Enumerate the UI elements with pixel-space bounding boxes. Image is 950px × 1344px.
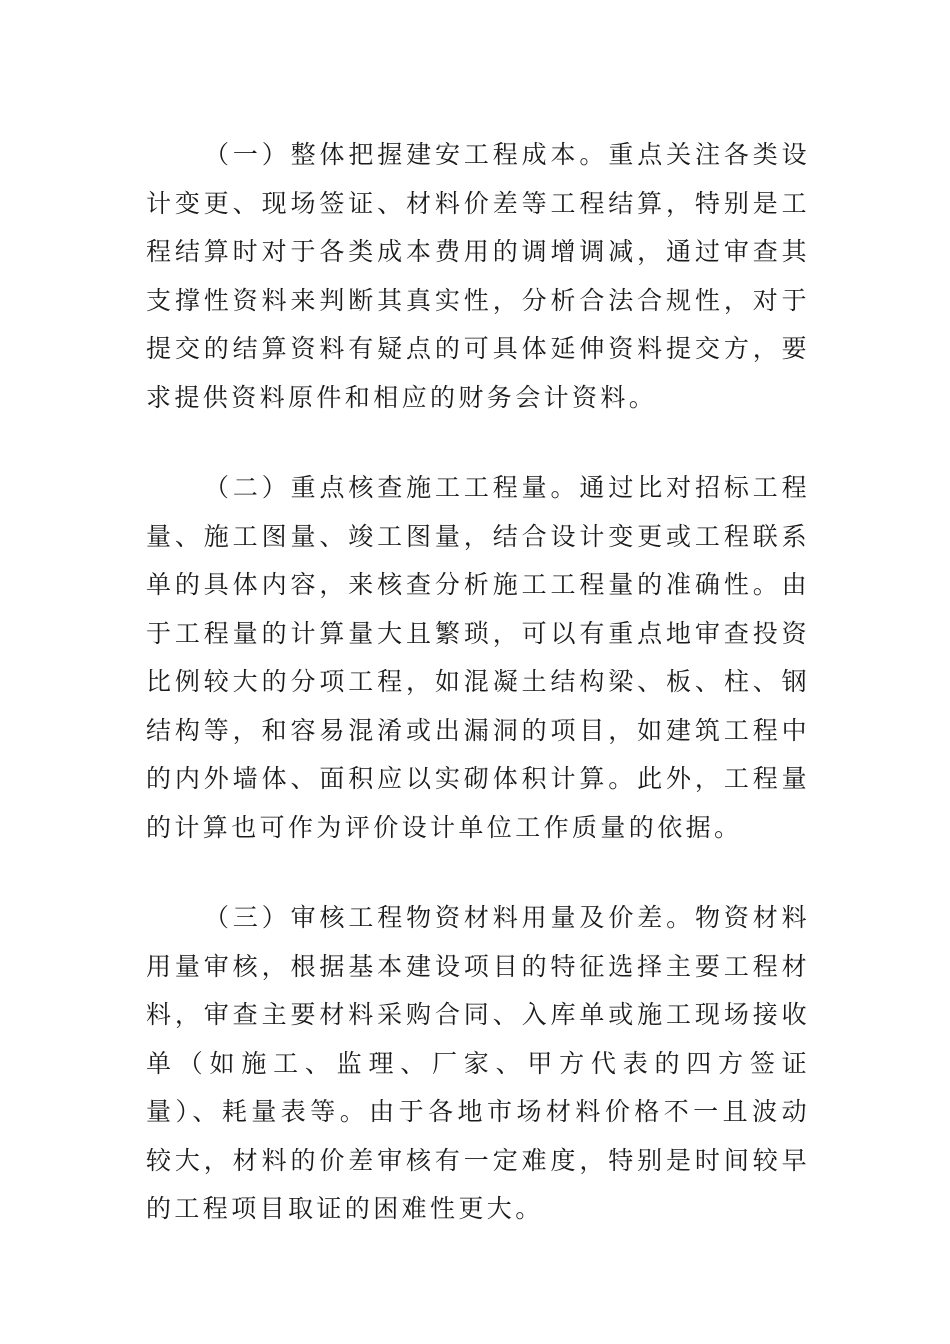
paragraph-2: （二）重点核查施工工程量。通过比对招标工程量、施工图量、竣工图量，结合设计变更或工程联系单的具体内容，来核查分析施工工程量的准确性。由于工程量的计算量大且繁琐，可以有重点地审查投资比例较大的分项工程，如混凝土结构梁、板、柱、钢结构等，和容易混淆或出漏洞的项目，如建筑工程中的内外墙体、面积应以实砌体积计算。此外，工程量的计算也可作为评价设计单位工作质量的依据。 bbox=[146, 473, 810, 842]
paragraph-1: （一）整体把握建安工程成本。重点关注各类设计变更、现场签证、材料价差等工程结算，特别是工程结算时对于各类成本费用的调增调减，通过审查其支撑性资料来判断其真实性，分析合法合规性，对于提交的结算资料有疑点的可具体延伸资料提交方，要求提供资料原件和相应的财务会计资料。 bbox=[146, 140, 810, 412]
paragraph-3: （三）审核工程物资材料用量及价差。物资材料用量审核，根据基本建设项目的特征选择主要工程材料，审查主要材料采购合同、入库单或施工现场接收单（如施工、监理、厂家、甲方代表的四方签证量）、耗量表等。由于各地市场材料价格不一且波动较大，材料的价差审核有一定难度，特别是时间较早的工程项目取证的困难性更大。 bbox=[146, 903, 810, 1223]
